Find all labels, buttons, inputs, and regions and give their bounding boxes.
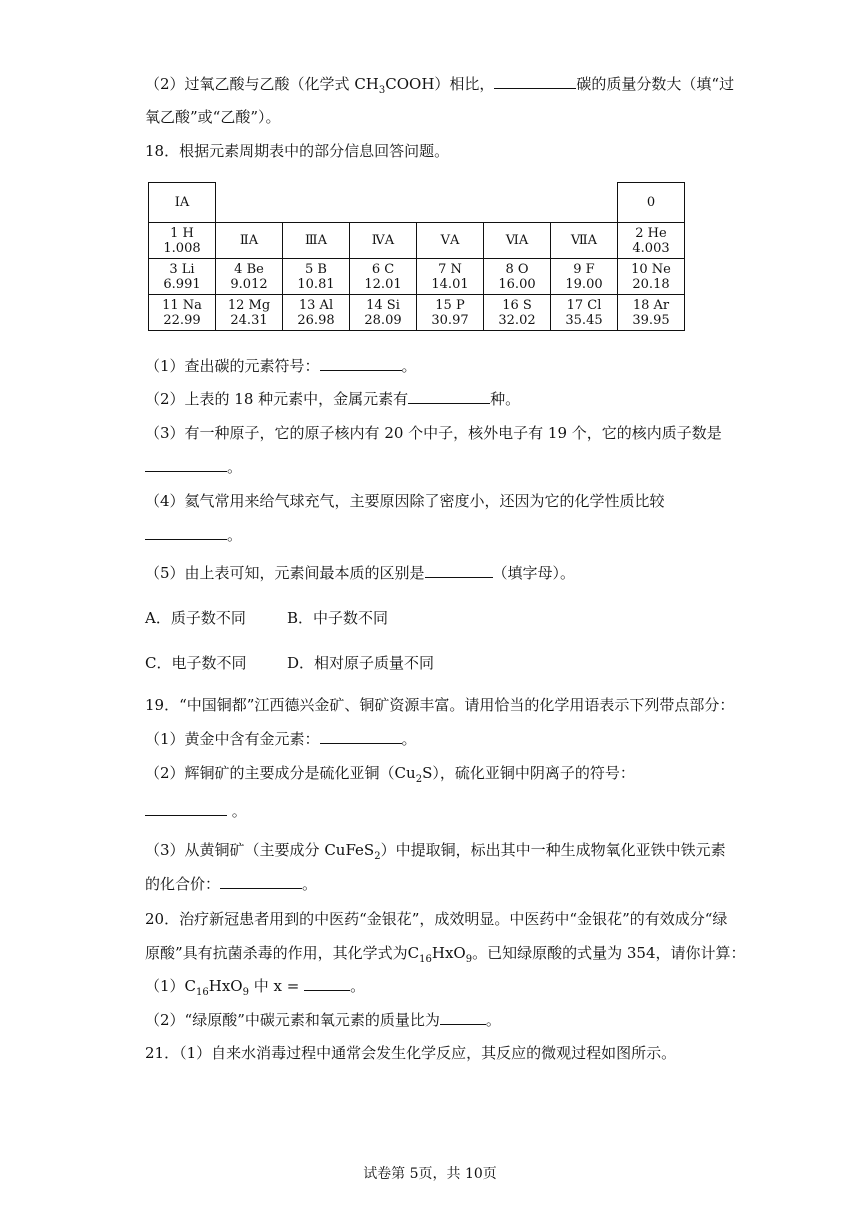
q18-p2-text: （2）上表的 18 种元素中，金属元素有 (145, 390, 409, 408)
q18-part1 (145, 356, 417, 376)
answer-blank[interactable] (320, 729, 402, 744)
cell-ar: 18 Ar 39.95 (618, 295, 685, 331)
q20-p1-text-c: 中 x = (248, 977, 305, 995)
q19-p3-text-b: ）中提取铜，标出其中一种生成物氧化亚铁中铁元素 (380, 841, 726, 859)
periodic-table (148, 182, 685, 331)
q20-part1 (145, 976, 365, 1003)
q20-text-c: 。已知绿原酸的式量为 354，请你计算： (472, 944, 746, 962)
cell-s: 16 S 32.02 (484, 295, 551, 331)
header-group-2a: ⅡA (216, 223, 283, 259)
answer-blank[interactable] (408, 389, 490, 404)
header-group-7a: ⅦA (551, 223, 618, 259)
q19-part1 (145, 729, 417, 749)
q19-p1-end: 。 (401, 730, 417, 748)
q20-p2-text: （2）“绿原酸”中碳元素和氧元素的质量比为 (145, 1011, 440, 1029)
q18-part5 (145, 563, 575, 583)
option-b: B．中子数不同 (287, 609, 389, 627)
q19-p2-text-a: （2）辉铜矿的主要成分是硫化亚铜（Cu (145, 764, 416, 782)
header-group-4a: ⅣA (350, 223, 417, 259)
header-group-1a: ⅠA (149, 183, 216, 223)
table-row (149, 259, 685, 295)
header-group-6a: ⅥA (484, 223, 551, 259)
q18-stem: 18．根据元素周期表中的部分信息回答问题。 (145, 142, 450, 160)
q19-part2-answer (145, 801, 247, 821)
q17-subscript: 3 (378, 85, 386, 96)
q20-line2 (145, 943, 746, 970)
q20-subscript: 9 (242, 987, 249, 998)
q19-subscript: 2 (415, 774, 423, 785)
header-group-5a: ⅤA (417, 223, 484, 259)
answer-blank[interactable] (145, 457, 227, 472)
q19-p3-end: 。 (302, 875, 318, 893)
q20-text-a: 原酸”具有抗菌杀毒的作用，其化学式为C (145, 944, 420, 962)
q18-p5-text: （5）由上表可知，元素间最本质的区别是 (145, 564, 425, 582)
cell-n: 7 N 14.01 (417, 259, 484, 295)
table-row (149, 295, 685, 331)
answer-blank[interactable] (320, 356, 402, 371)
q18-p5-end: （填字母）。 (492, 564, 576, 582)
cell-li: 3 Li 6.991 (149, 259, 216, 295)
q19-p3-text-a: （3）从黄铜矿（主要成分 CuFeS (145, 841, 375, 859)
q20-line1: 20．治疗新冠患者用到的中医药“金银花”，成效明显。中医药中“金银花”的有效成分“绿 (145, 910, 728, 928)
option-a: A．质子数不同 (145, 609, 246, 627)
option-d: D．相对原子质量不同 (287, 654, 435, 672)
q20-p1-text-a: （1）C (145, 977, 197, 995)
answer-blank[interactable] (494, 74, 576, 89)
cell-c: 6 C 12.01 (350, 259, 417, 295)
header-group-0: 0 (618, 183, 685, 223)
q18-part4-answer (145, 525, 242, 545)
q17-text-a: （2）过氧乙酸与乙酸（化学式 CH (145, 75, 379, 93)
q19-p1-text: （1）黄金中含有金元素： (145, 730, 320, 748)
cell-p: 15 P 30.97 (417, 295, 484, 331)
answer-blank[interactable] (304, 976, 350, 991)
q20-subscript: 16 (419, 954, 432, 965)
q19-part2 (145, 763, 635, 790)
q18-part2 (145, 389, 520, 409)
q20-p1-end: 。 (350, 977, 366, 995)
cell-o: 8 O 16.00 (484, 259, 551, 295)
q20-subscript: 16 (196, 987, 209, 998)
header-group-3a: ⅢA (283, 223, 350, 259)
q20-text-b: HxO (431, 944, 466, 962)
cell-al: 13 Al 26.98 (283, 295, 350, 331)
q18-part3-answer (145, 457, 242, 477)
cell-ne: 10 Ne 20.18 (618, 259, 685, 295)
q18-p4-end: 。 (227, 526, 243, 544)
option-c: C．电子数不同 (145, 654, 247, 672)
q18-part3: （3）有一种原子，它的原子核内有 20 个中子，核外电子有 19 个，它的核内质子数是 (145, 424, 722, 442)
answer-blank[interactable] (145, 801, 227, 816)
q19-part3-line2 (145, 874, 317, 894)
cell-si: 14 Si 28.09 (350, 295, 417, 331)
q17-part2-line2: 氧乙酸”或“乙酸”）。 (145, 108, 281, 126)
q20-p2-end: 。 (485, 1011, 501, 1029)
q21-line1: 21．（1）自来水消毒过程中通常会发生化学反应，其反应的微观过程如图所示。 (145, 1044, 677, 1062)
q19-subscript: 2 (374, 851, 381, 862)
cell-be: 4 Be 9.012 (216, 259, 283, 295)
answer-blank[interactable] (220, 874, 302, 889)
q18-p2-end: 种。 (490, 390, 521, 408)
table-gap (216, 183, 618, 223)
cell-na: 11 Na 22.99 (149, 295, 216, 331)
q20-subscript: 9 (465, 954, 473, 965)
page-footer: 试卷第 5页，共 10页 (363, 1166, 497, 1182)
q17-text-b: COOH）相比， (385, 75, 495, 93)
cell-h: 1 H 1.008 (149, 223, 216, 259)
q18-p3-end: 。 (227, 458, 243, 476)
cell-cl: 17 Cl 35.45 (551, 295, 618, 331)
q18-part4: （4）氦气常用来给气球充气，主要原因除了密度小，还因为它的化学性质比较 (145, 492, 665, 510)
q19-stem: 19．“中国铜都”江西德兴金矿、铜矿资源丰富。请用恰当的化学用语表示下列带点部分： (145, 696, 735, 714)
q20-part2 (145, 1010, 501, 1030)
q19-part3 (145, 840, 726, 867)
q18-p1-end: 。 (401, 357, 417, 375)
cell-b: 5 B 10.81 (283, 259, 350, 295)
q19-p2-text-b: S），硫化亚铜中阴离子的符号： (422, 764, 635, 782)
q17-part2-line1 (145, 74, 734, 101)
answer-blank[interactable] (425, 563, 493, 578)
answer-blank[interactable] (440, 1010, 486, 1025)
q18-p1-text: （1）查出碳的元素符号： (145, 357, 320, 375)
cell-mg: 12 Mg 24.31 (216, 295, 283, 331)
table-row (149, 223, 685, 259)
q17-text-c: 碳的质量分数大（填“过 (576, 75, 735, 93)
q19-p2-end: 。 (227, 802, 247, 820)
q19-p3-text-c: 的化合价： (145, 875, 221, 893)
cell-f: 9 F 19.00 (551, 259, 618, 295)
cell-he: 2 He 4.003 (618, 223, 685, 259)
answer-blank[interactable] (145, 525, 227, 540)
q20-p1-text-b: HxO (208, 977, 243, 995)
